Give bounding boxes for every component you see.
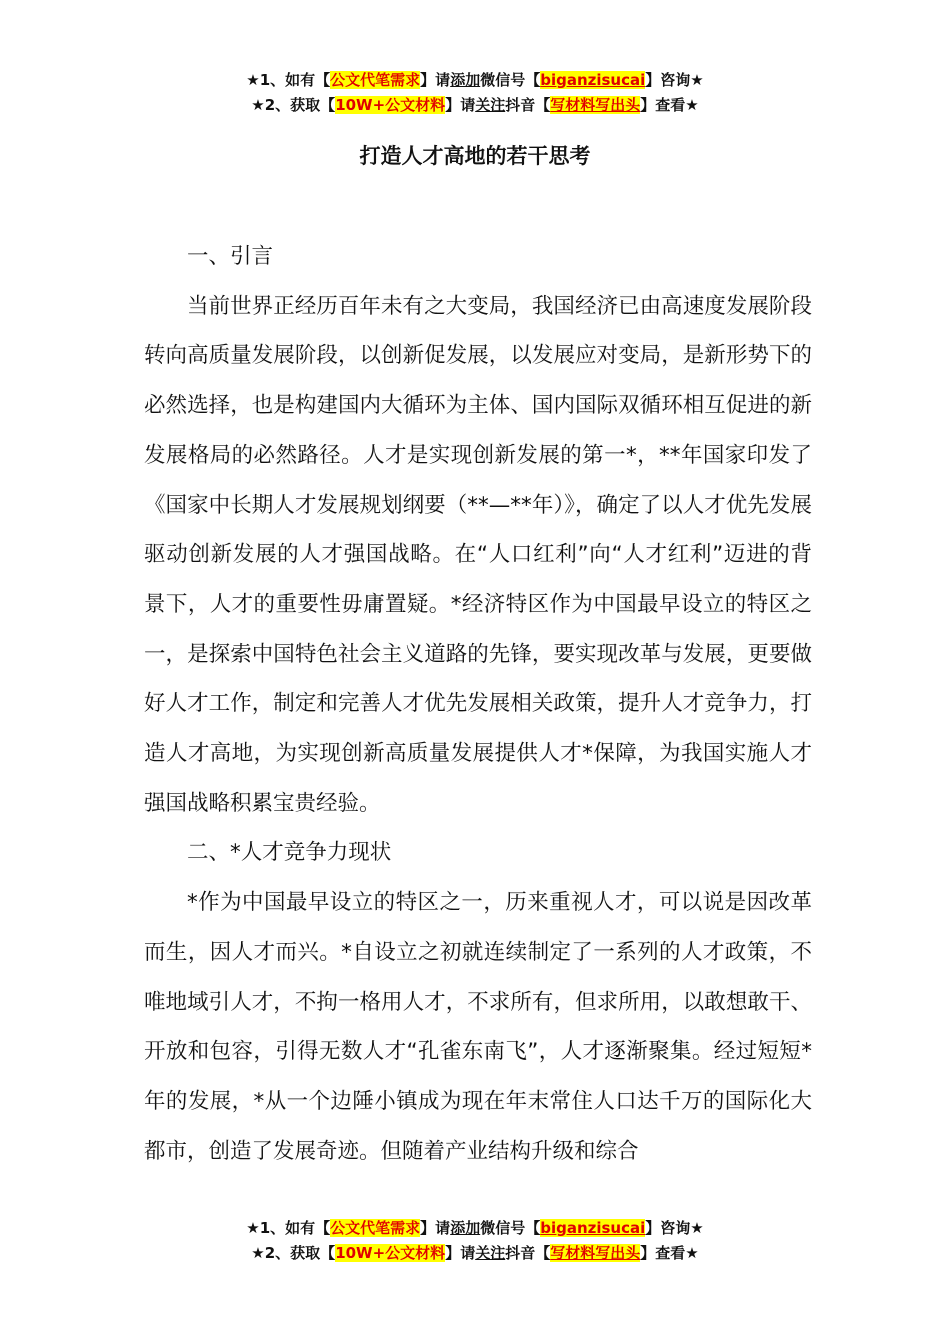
document-body — [144, 232, 812, 1176]
promo-text: ★2、获取【 — [251, 1244, 336, 1262]
promo-line-2 — [0, 1241, 950, 1266]
document-title: 打造人才高地的若干思考 — [359, 144, 591, 168]
promo-highlight: 10W+公文材料 — [335, 96, 446, 114]
promo-text: 】请 — [420, 71, 451, 89]
promo-emphasis: 添加 — [450, 1219, 481, 1237]
promo-douyin-id: 写材料写出头 — [550, 1244, 641, 1262]
promo-line-1 — [0, 68, 950, 93]
body-paragraph: *作为中国最早设立的特区之一，历来重视人才，可以说是因改革而生，因人才而兴。*自设立之初就连续制定了一系列的人才政策，不唯地域引人才，不拘一格用人才，不求所有，但求所用，以敢想敢干、开放和包容，引得无数人才“孔雀东南飞”，人才逐渐聚集。经过短短*年的发展，*从一个边陲小镇成为现在年末常住人口达千万的国际化大都市，创造了发展奇迹。但随着产业结构升级和综合 — [144, 890, 812, 1164]
promo-text: ★2、获取【 — [251, 96, 336, 114]
promo-wechat-id: biganzisucai — [540, 71, 646, 89]
promo-text: ★1、如有【 — [246, 1219, 331, 1237]
promo-text: 】咨询★ — [645, 71, 704, 89]
promo-douyin-id: 写材料写出头 — [550, 96, 641, 114]
promo-text: 】请 — [420, 1219, 451, 1237]
promo-banner-top — [0, 68, 950, 118]
section-heading: 一、引言 — [187, 244, 274, 269]
promo-highlight: 公文代笔需求 — [330, 71, 421, 89]
promo-text: 抖音【 — [505, 1244, 551, 1262]
promo-highlight: 公文代笔需求 — [330, 1219, 421, 1237]
promo-text: 】查看★ — [640, 96, 699, 114]
promo-wechat-id: biganzisucai — [540, 1219, 646, 1237]
promo-text: 】查看★ — [640, 1244, 699, 1262]
promo-emphasis: 关注 — [475, 1244, 506, 1262]
promo-text: 】请 — [445, 1244, 476, 1262]
promo-highlight: 10W+公文材料 — [335, 1244, 446, 1262]
promo-emphasis: 添加 — [450, 71, 481, 89]
promo-text: ★1、如有【 — [246, 71, 331, 89]
section-heading: 二、*人才竞争力现状 — [187, 840, 392, 866]
body-paragraph: 当前世界正经历百年未有之大变局，我国经济已由高速度发展阶段转向高质量发展阶段，以创新促发展，以发展应对变局，是新形势下的必然选择，也是构建国内大循环为主体、国内国际双循环相互促进的新发展格局的必然路径。人才是实现创新发展的第一*，**年国家印发了《国家中长期人才发展规划纲要（**—**年）》，确定了以人才优先发展驱动创新发展的人才强国战略。在“人口红利”向“人才红利”迈进的背景下，人才的重要性毋庸置疑。*经济特区作为中国最早设立的特区之一，是探索中国特色社会主义道路的先锋，要实现改革与发展，更要做好人才工作，制定和完善人才优先发展相关政策，提升人才竞争力，打造人才高地，为实现创新高质量发展提供人才*保障，为我国实施人才强国战略积累宝贵经验。 — [144, 293, 812, 816]
promo-line-1 — [0, 1216, 950, 1241]
promo-banner-bottom — [0, 1216, 950, 1266]
promo-text: 微信号【 — [480, 1219, 541, 1237]
promo-line-2 — [0, 93, 950, 118]
promo-text: 抖音【 — [505, 96, 551, 114]
promo-text: 】请 — [445, 96, 476, 114]
promo-text: 微信号【 — [480, 71, 541, 89]
promo-emphasis: 关注 — [475, 96, 506, 114]
promo-text: 】咨询★ — [645, 1219, 704, 1237]
